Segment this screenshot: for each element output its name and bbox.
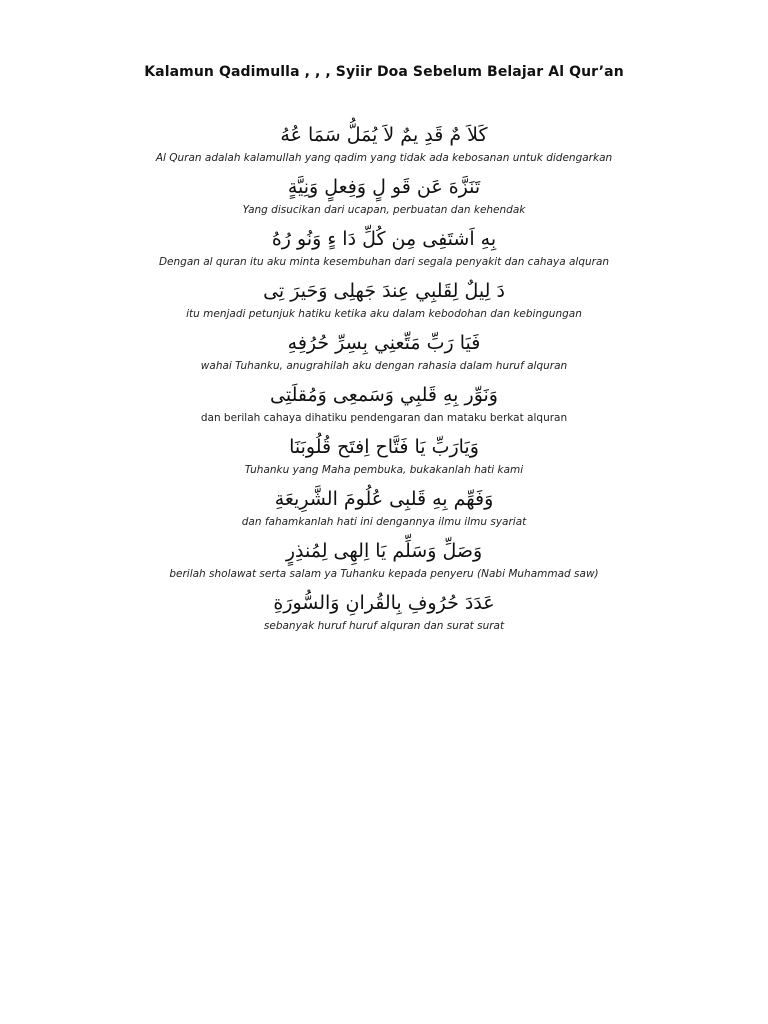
arabic-line: وَنَوِّر بِهِ قَلبِي وَسَمعِى وَمُقلَتِى (270, 384, 498, 406)
verse-5 (0, 328, 768, 380)
translation-line: Yang disucikan dari ucapan, perbuatan dan kehendak (242, 204, 526, 216)
arabic-line: بِهِ اَشتَفِى مِن كُلِّ دَا ءٍ وَنُو رُهُ (271, 228, 497, 250)
verse-2 (0, 172, 768, 224)
arabic-line: وَيَارَبِّ يَا فَتَّاح اِفتَح قُلُوبَنَا (289, 436, 479, 458)
arabic-line: كَلاَ مٌ قَدِ يمٌ لاَ يُمَلُّ سَمَا عُهُ (280, 124, 488, 146)
verse-3 (0, 224, 768, 276)
translation-line: sebanyak huruf huruf alquran dan surat surat (263, 620, 505, 632)
arabic-line: دَ لِيلٌ لِقَلبِي عِندَ جَهلِى وَحَيرَ تِى (263, 280, 505, 302)
verse-1 (0, 120, 768, 172)
verse-list (0, 120, 768, 640)
translation-line: Dengan al quran itu aku minta kesembuhan dari segala penyakit dan cahaya alquran (158, 256, 610, 268)
arabic-line: وَصَلِّ وَسَلِّم يَا اِلهِى لِمُنذِرٍ (285, 540, 483, 562)
verse-8 (0, 484, 768, 536)
verse-7 (0, 432, 768, 484)
verse-10 (0, 588, 768, 640)
arabic-line: وَفَهِّم بِهِ قَلبِى عُلُومَ الشَّرِيعَةِ (274, 488, 494, 510)
translation-line: itu menjadi petunjuk hatiku ketika aku dalam kebodohan dan kebingungan (186, 308, 582, 320)
document-title: Kalamun Qadimulla , , , Syiir Doa Sebelum Belajar Al Qur’an (144, 64, 624, 80)
translation-line: berilah sholawat serta salam ya Tuhanku kepada penyeru (Nabi Muhammad saw) (169, 568, 599, 580)
verse-4 (0, 276, 768, 328)
arabic-line: عَدَدَ حُرُوفِ بِالقُرانِ وَالسُّورَةِ (273, 592, 495, 614)
arabic-line: تَنَزَّهَ عَن قَو لٍ وَفِعلٍ وَنِيَّةٍ (287, 176, 481, 198)
translation-line: dan fahamkanlah hati ini dengannya ilmu ilmu syariat (241, 516, 527, 528)
translation-line: Tuhanku yang Maha pembuka, bukakanlah hati kami (244, 464, 524, 476)
translation-line: wahai Tuhanku, anugrahilah aku dengan rahasia dalam huruf alquran (200, 360, 568, 372)
translation-line: Al Quran adalah kalamullah yang qadim yang tidak ada kebosanan untuk didengarkan (155, 152, 613, 164)
verse-6 (0, 380, 768, 432)
arabic-line: فَيَا رَبِّ مَتِّعنِي بِسِرِّ حُرُفِهِ (287, 332, 481, 354)
verse-9 (0, 536, 768, 588)
translation-line: dan berilah cahaya dihatiku pendengaran dan mataku berkat alquran (200, 412, 568, 424)
